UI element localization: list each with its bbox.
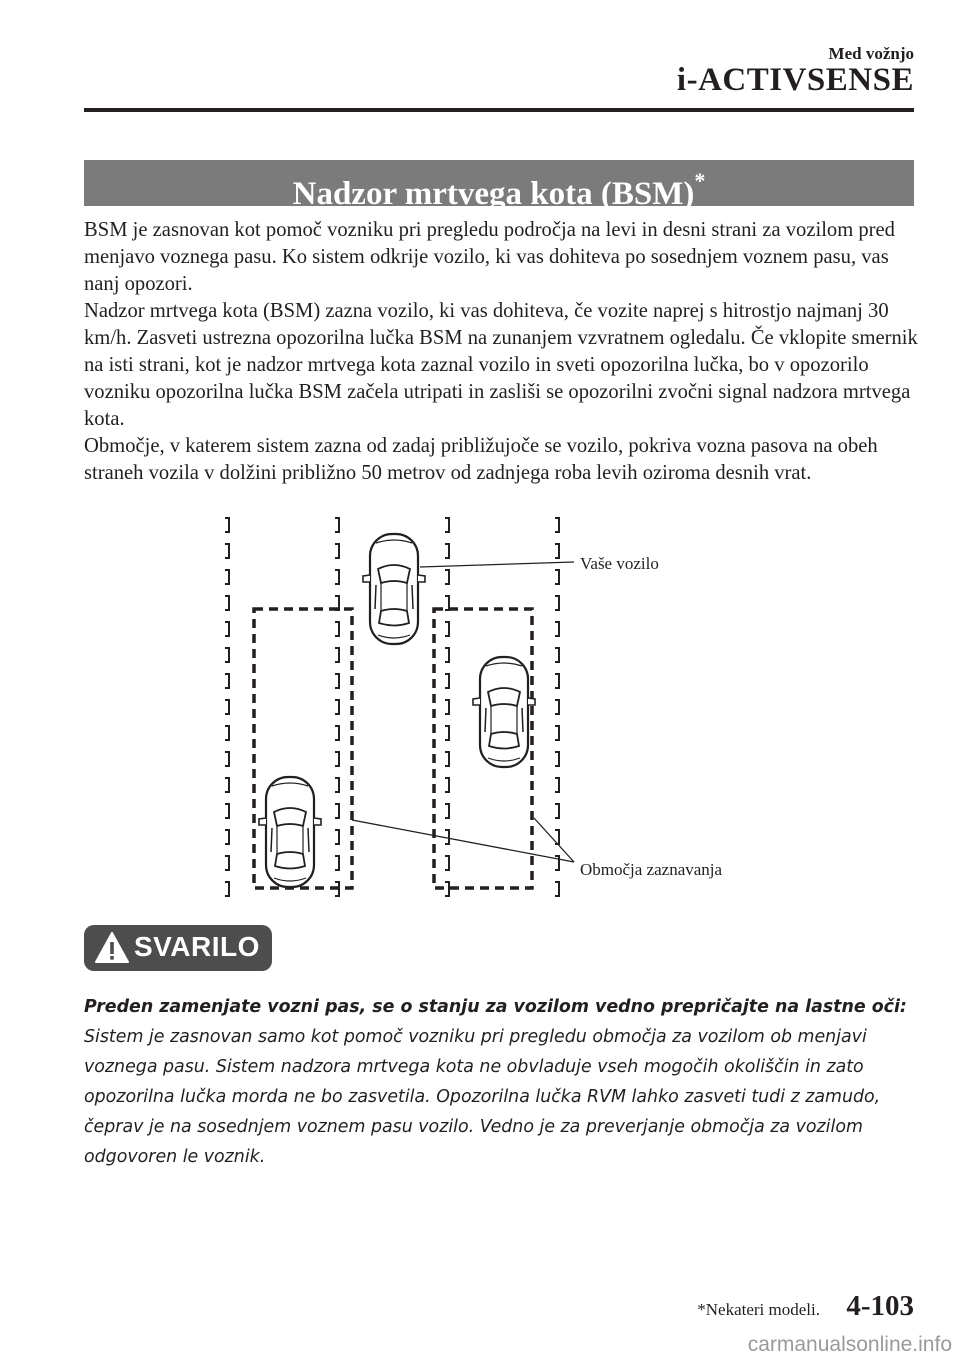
header-rule [84,108,914,112]
lane-line-2 [335,518,339,896]
own-vehicle [363,534,425,644]
header-chapter-title: i-ACTIVSENSE [676,62,914,98]
footnote: *Nekateri modeli. [697,1300,820,1319]
warning-body [84,992,924,1172]
body-text [84,217,924,487]
body-paragraph: BSM je zasnovan kot pomoč vozniku pri pregledu področja na levi in desni strani za vozilom pred menjavo voznega pasu. Ko sistem odkrije vozilo, ki vas dohiteva po sosednjem voznem pasu, vas nanj opozori. [84,219,895,295]
warning-text: Sistem je zasnovan samo kot pomoč vozniku pri pregledu območja za vozilom ob menjavi voznega pasu. Sistem nadzora mrtvega kota ne obvladuje vseh mogočih okoliščin in zato opozorilna lučka morda ne bo zasvetila. Opozorilna lučka RVM lahko zasveti tudi z zamudo, čeprav je na sosednjem voznem pasu vozilo. Vedno je za preverjanje območja za vozilom odgovoren le voznik. [84,1027,881,1167]
warning-lead: Preden zamenjate vozni pas, se o stanju za vozilom vedno prepričajte na lastne oči: [84,997,907,1017]
warning-triangle-icon [94,931,130,965]
section-title-bar [84,160,914,212]
header-section: Med vožnjo [828,44,914,63]
lane-line-1 [225,518,229,896]
label-detection-zones: Območja zaznavanja [580,860,723,879]
footnote-mark: * [694,168,706,193]
leader-own-vehicle [420,562,574,567]
section-title: Nadzor mrtvega kota (BSM) [292,176,695,212]
vehicle-left-lane [259,777,321,887]
vehicle-right-lane [473,657,535,767]
page-number: 4-103 [846,1290,914,1322]
body-paragraph: Nadzor mrtvega kota (BSM) zazna vozilo, ki vas dohiteva, če vozite naprej s hitrostjo najmanj 30 km/h. Zasveti ustrezna opozorilna lučka BSM na zunanjem vzvratnem ogledalu. Če vklopite smernik na isti strani, kot je nadzor mrtvega kota zaznal vozilo in sveti opozorilna lučka, bo v opozorilo vozniku opozorilna lučka BSM začela utripati in zasliši se opozorilni zvočni signal nadzora mrtvega kota. [84,300,918,430]
body-paragraph: Območje, v katerem sistem zazna od zadaj približujoče se vozilo, pokriva vozna pasova na obeh straneh vozila v dolžini približno 50 metrov od zadnjega roba levih oziroma desnih vrat. [84,435,878,484]
lane-line-3 [445,518,449,896]
warning-badge [84,925,272,971]
lane-line-4 [555,518,559,896]
bsm-diagram [0,508,960,908]
watermark: carmanualsonline.info [747,1333,952,1356]
warning-badge-label: SVARILO [134,931,260,962]
label-own-vehicle: Vaše vozilo [580,554,659,573]
